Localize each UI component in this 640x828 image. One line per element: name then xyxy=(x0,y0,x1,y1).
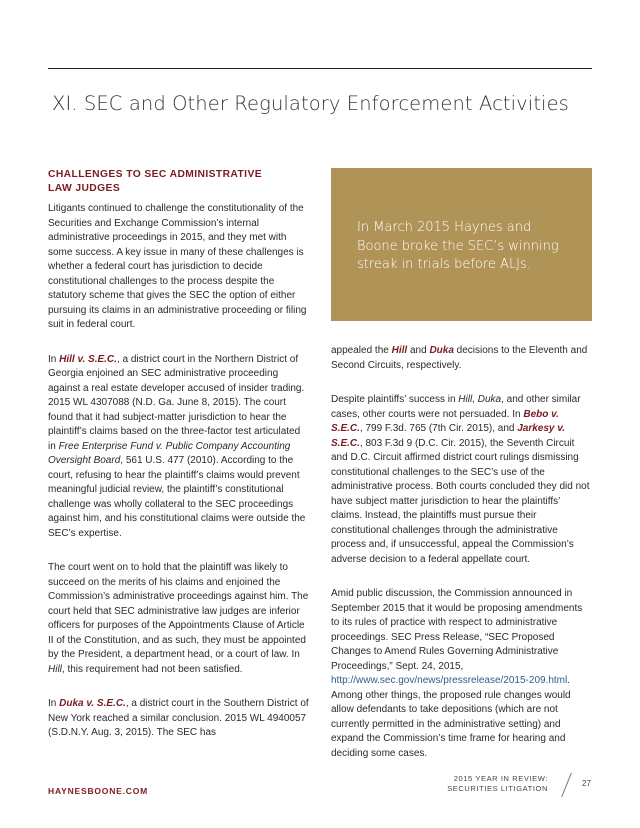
right-column xyxy=(331,344,593,781)
page-number: 27 xyxy=(582,779,591,788)
footer-website[interactable]: HAYNESBOONE.COM xyxy=(48,786,149,796)
left-paragraph-4: In Duka v. S.E.C., a district court in the Southern District of New York reached a similar conclusion. 2015 WL 4940057 (S.D.N.Y. Aug. 3, 2015). The SEC has xyxy=(48,698,309,738)
left-paragraph-3: The court went on to hold that the plaintiff was likely to succeed on the merits of his claims and enjoined the Commission’s administrative proceedings against him. The court held that SEC administrative law judges are inferior officers for purposes of the Appointments Clause of Article II of the Constitution, and as such, they must be appointed by the President, a department head, or a court of law. In Hill, this requirement had not been satisfied. xyxy=(48,562,309,675)
case-name-duka: Duka v. S.E.C. xyxy=(59,698,126,709)
footer-publication: 2015 YEAR IN REVIEW: SECURITIES LITIGATION xyxy=(447,774,548,793)
pull-quote-box xyxy=(331,168,592,321)
case-name-jarkesy: Jarkesy v. S.E.C. xyxy=(331,423,566,449)
left-paragraph-2: In Hill v. S.E.C., a district court in the Northern District of Georgia enjoined an SEC administrative proceeding against a real estate developer accused of insider trading. 2015 WL 4307088 (N.D. Ga. June 8, 2015). The court found that it had subject-matter jurisdiction to hear the plaintiff’s claims based on the three-factor test articulated in Free Enterprise Fund v. Public Company Accounting Oversight Board, 561 U.S. 477 (2010). According to the court, refusing to hear the plaintiff’s claims would prevent meaningful judicial review, the plaintiff’s constitutional challenge was wholly collateral to the SEC proceedings against him, and his constitutional claims were outside the SEC’s expertise. xyxy=(48,353,306,539)
case-name-bebo: Bebo v. S.E.C. xyxy=(331,408,559,434)
case-name-hill: Hill v. S.E.C. xyxy=(59,353,117,365)
press-release-link[interactable]: http://www.sec.gov/news/pressrelease/2015-209.html xyxy=(331,675,568,686)
left-column xyxy=(48,168,310,761)
header-rule xyxy=(48,68,592,69)
case-citation: Free Enterprise Fund v. Public Company Accounting Oversight Board xyxy=(48,440,291,466)
pull-quote-text: In March 2015 Haynes and Boone broke the SEC’s winning streak in trials before ALJs. xyxy=(357,220,559,272)
left-paragraph-1: Litigants continued to challenge the constitutionality of the Securities and Exchange Commission’s internal administrative proceedings in 2015, and they met with some success. A key issue in many of these challenges is whether a federal court has jurisdiction to decide constitutional challenges to the process despite the statutory scheme that gives the SEC the option of either pursuing its claims in an administrative proceeding or filing suit in federal court. xyxy=(48,203,307,330)
right-paragraph-2: Despite plaintiffs’ success in Hill, Duka, and other similar cases, other courts were not persuaded. In Bebo v. S.E.C., 799 F.3d. 765 (7th Cir. 2015), and Jarkesy v. S.E.C., 803 F.3d 9 (D.C. Cir. 2015), the Seventh Circuit and D.C. Circuit affirmed district court rulings dismissing constitutional challenges to the SEC’s use of the administrative process. Both courts concluded they did not have subject matter jurisdiction to hear the plaintiffs’ claims. Instead, the plaintiffs must pursue their constitutional challenges through the administrative process and, if unsuccessful, appeal the Commission’s adverse decision to a federal appellate court. xyxy=(331,394,590,565)
right-paragraph-3: Amid public discussion, the Commission announced in September 2015 that it would be proposing amendments to its rules of practice with respect to administrative proceedings. SEC Press Release, “SEC Proposed Changes to Amend Rules Governing Administrative Proceedings,” Sept. 24, 2015, http://www.sec.gov/news/pressrelease/2015-209.html. Among other things, the proposed rule changes would allow defendants to take depositions (which are not currently permitted in the administrative setting) and expand the Commission’s time frame for hearing and deciding some cases. xyxy=(331,588,583,759)
subhead: CHALLENGES TO SEC ADMINISTRATIVE LAW JUDGES xyxy=(48,169,262,194)
section-title: XI. SEC and Other Regulatory Enforcement Activities xyxy=(52,92,569,115)
right-paragraph-1: appealed the Hill and Duka decisions to the Eleventh and Second Circuits, respectively. xyxy=(331,345,588,371)
